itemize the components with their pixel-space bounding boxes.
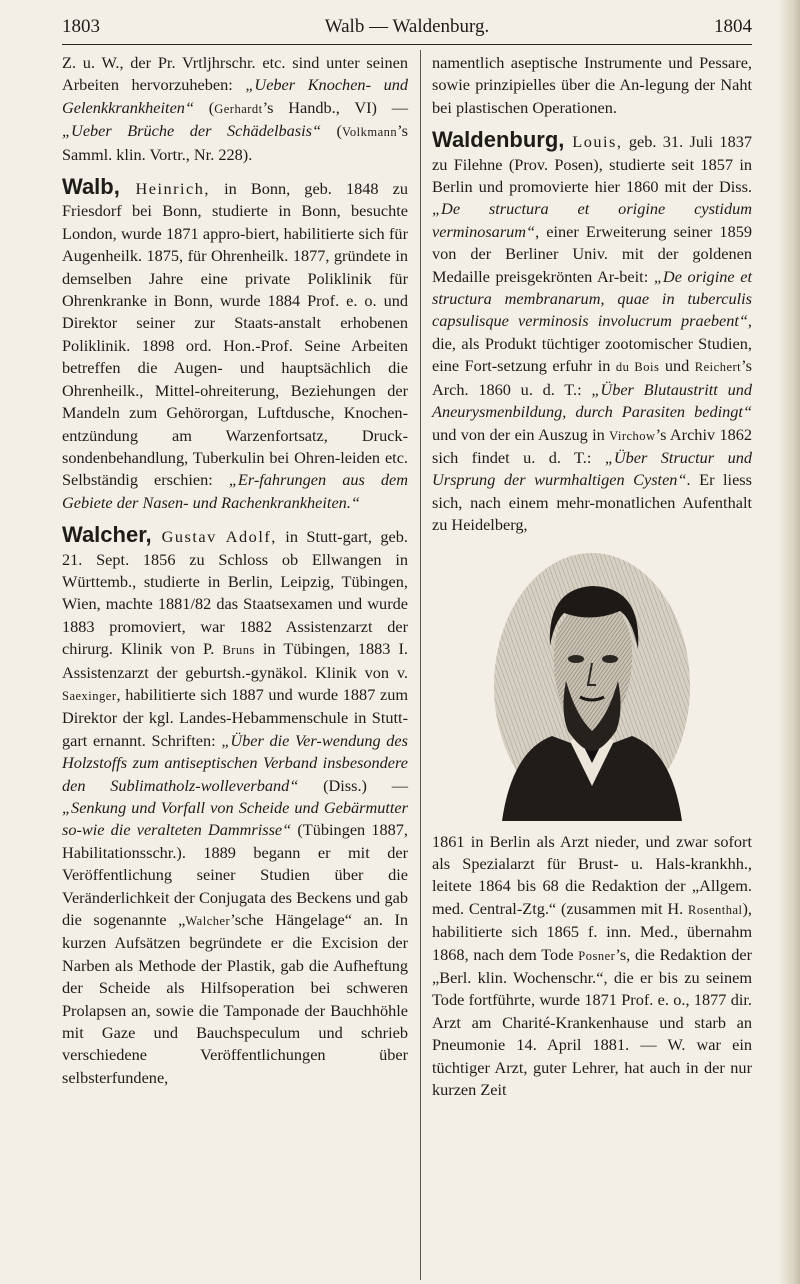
entry-walcher (62, 524, 408, 1089)
entry-headword: Waldenburg, (432, 127, 565, 153)
text: ’s Handb., VI) — (262, 97, 408, 117)
name-smallcaps: Rosenthal (688, 902, 743, 917)
text: . Er liess sich, nach einem mehr-monatlichen Aufenthalt zu Heidelberg, (432, 470, 752, 535)
text: und (659, 356, 695, 376)
title-italic: „Über die Ver-wendung des Holzstoffs zum antiseptischen Verband insbesondere den Sublimatholz-wolleverband“ (62, 730, 408, 795)
left-column (62, 52, 408, 1089)
title-italic: „Er-fahrungen aus dem Gebiete der Nasen- und Rachenkrankheiten.“ (62, 470, 408, 512)
given-names: Heinrich, (119, 179, 210, 199)
text: , die, als Produkt tüchtiger zootomischer Studien, eine Fort-setzung erfuhr in (432, 311, 752, 376)
title-italic: „Über Structur und Ursprung der wurmhaltigen Cysten“ (432, 447, 752, 490)
name-smallcaps: Posner (578, 948, 616, 963)
title-italic: „Senkung und Vorfall von Scheide und Gebärmutter so-wie die veralteten Dammrisse“ (62, 798, 408, 840)
text: in Tübingen, 1883 I. Assistenzarzt der geburtsh.-gynäkol. Klinik von v. (62, 639, 408, 682)
name-smallcaps: Virchow (609, 428, 656, 443)
text: , habilitierte sich 1887 und wurde 1887 zum Direktor der kgl. Landes-Hebammenschule in Stutt-gart ernannt. Schriften: (62, 684, 408, 750)
text: ’s Archiv 1862 sich findet u. d. T.: (432, 424, 753, 467)
text: ( (321, 121, 342, 141)
title-italic: „Über Blutaustritt und Aneurysmenbildung, durch Parasiten bedingt“ (432, 379, 752, 422)
entry-waldenburg-continued (432, 831, 752, 1102)
given-names: Louis, (564, 132, 623, 152)
right-column (432, 52, 752, 1101)
text: geb. 31. Juli 1837 zu Filehne (Prov. Posen), studierte seit 1857 in Berlin und promovierte hier 1860 mit der Diss. (432, 132, 752, 197)
page-edge (778, 0, 800, 1284)
entry-continuation: namentlich aseptische Instrumente und Pessare, sowie prinzipielles über die An-legung der Naht bei plastischen Operationen. (432, 53, 752, 117)
text: , einer Erweiterung seiner 1859 von der Berliner Univ. mit der goldenen Medaille preisgekrönten Ar-beit: (432, 221, 752, 286)
page-number-left: 1803 (62, 16, 100, 37)
title-italic: „Ueber Brüche der Schädelbasis“ (62, 121, 322, 141)
name-smallcaps: Reichert (694, 360, 742, 375)
given-names: Gustav Adolf, (151, 527, 277, 547)
text: und von der ein Auszug in (432, 424, 610, 444)
text: (Diss.) — (298, 775, 408, 795)
entry-walb (62, 176, 408, 514)
name-smallcaps: Gerhardt (214, 101, 263, 116)
running-header (62, 16, 752, 42)
portrait-engraving (492, 551, 692, 821)
name-smallcaps: Bruns (222, 643, 255, 658)
name-smallcaps: Saexinger (62, 688, 117, 703)
name-smallcaps: du Bois (615, 360, 660, 375)
text: (Tübingen 1887, Habilitationsschr.). 1889 begann er mit der Veröffentlichung seiner Studien über die Veränderlichkeit der Conjugata des Beckens und gab die sogenannte „ (62, 820, 408, 930)
text: Z. u. W., der Pr. Vrtljhrschr. etc. sind unter seinen Arbeiten hervorzuheben: (62, 53, 408, 95)
text: ’sche Hängelage“ an. In kurzen Aufsätzen begründete er die Excision der Narben als Methode der Plastik, gab die Aufheftung der Scheide als Hilfsoperation bei schweren Prolapsen an, sowie die Tamponade der Bauchhöhle mit Gaze und Bauchspeculum und schrieb verschiedene Veröffentlichungen über selbsterfundene, (62, 910, 409, 1087)
header-rule (62, 44, 752, 45)
column-divider (420, 50, 421, 1280)
text: in Stutt-gart, geb. 21. Sept. 1856 zu Schloss ob Ellwangen in Württemb., studierte in Berlin, Leipzig, Tübingen, Wien, machte 1881/82 das Staatsexamen und wurde 1883 promoviert, war 1882 Assistenzarzt der chirurg. Klinik von P. (62, 527, 408, 659)
title-italic: „De origine et structura membranarum, quae in tuberculis capsulisque verminosis involucrum praebent“ (432, 266, 752, 331)
page-number-right: 1804 (714, 16, 752, 37)
text: ( (194, 97, 215, 117)
entry-headword: Walcher, (62, 522, 152, 548)
entry-continuation (62, 52, 408, 166)
text: ), habilitierte sich 1865 f. inn. Med., übernahm 1868, nach dem Tode (432, 898, 752, 964)
text: ’s Arch. 1860 u. d. T.: (432, 356, 752, 399)
title-italic: „Ueber Knochen- und Gelenkkrankheiten“ (62, 75, 408, 117)
title-italic: „De structura et origine cystidum verminosarum“ (432, 199, 752, 241)
name-smallcaps: Volkmann (341, 125, 398, 140)
running-title: Walb — Waldenburg. (324, 16, 490, 37)
name-smallcaps: Walcher (185, 914, 231, 929)
text: ’s, die Redaktion der „Berl. klin. Wochenschr.“, die er bis zu seinem Tode fortführte, wurde 1871 Prof. e. o., 1877 dir. Arzt am Charité-Krankenhause und starb an Pneumonie 14. April 1881. — W. war ein tüchtiger Arzt, guter Lehrer, hat auch in der nur kurzen Zeit (432, 944, 752, 1099)
text: in Bonn, geb. 1848 zu Friesdorf bei Bonn, studierte in Bonn, besuchte London, wurde 1871 appro-biert, habilitierte sich für Augenheilk. 1875, für Ohrenheilk. 1877, gründete in demselben Jahre eine private Poliklinik für Ohrenkranke in Bonn, wurde 1884 Prof. e. o. und Direktor seiner zur Staats-anstalt erhobenen Poliklinik. 1898 ord. Hon.-Prof. Seine Arbeiten betreffen die Augen- und hauptsächlich die Ohrenheilk., Mittel-ohreiterung, Beziehungen der Mandeln zum Gehörorgan, Luftdusche, Knochen-entzündung am Warzenfortsatz, Druck-sondenbehandlung, Tuberkulin bei Ohren-leiden etc. Selbständig erschien: (62, 179, 409, 490)
text: 1861 in Berlin als Arzt nieder, und zwar sofort als Spezialarzt für Brust- u. Hals-krankhh., leitete 1864 bis 68 die Redaktion der „Allgem. med. Central-Ztg.“ (zusammen mit H. (432, 831, 752, 918)
entry-waldenburg (432, 129, 752, 536)
entry-headword: Walb, (62, 174, 120, 200)
text: ’s Samml. klin. Vortr., Nr. 228). (62, 121, 408, 164)
